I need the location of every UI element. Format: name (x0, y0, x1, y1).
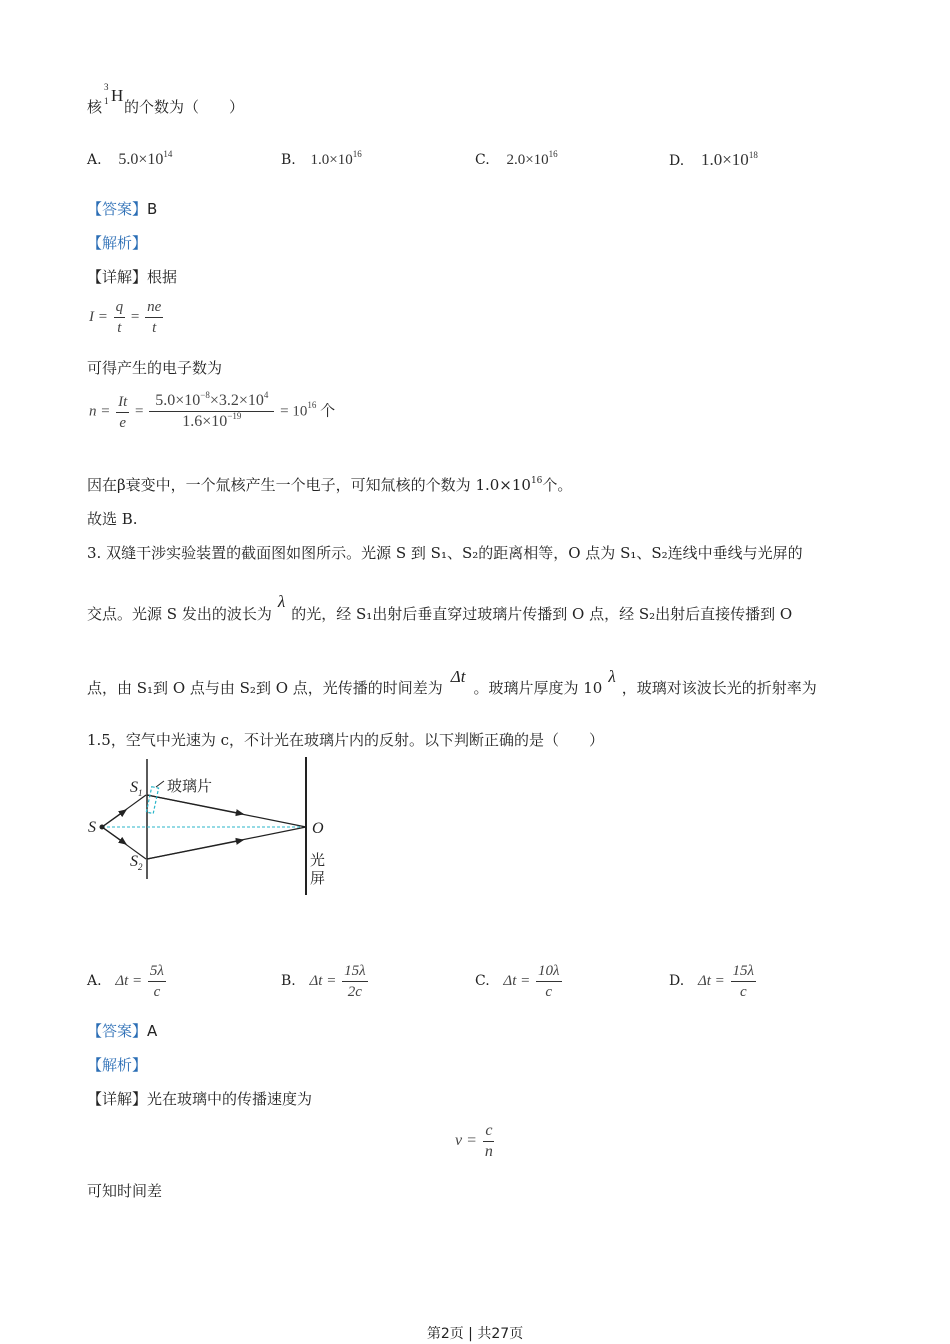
nuclide-symbol: H (111, 86, 124, 105)
label-o: O (312, 820, 324, 837)
delta-t-symbol: Δt (450, 667, 466, 686)
q2-equation-current (89, 298, 165, 337)
q2-option-a (87, 150, 172, 169)
eq-result-exp: 16 (307, 400, 317, 411)
lambda-symbol: λ (608, 667, 616, 686)
fraction-q-over-t: $\frac{q}{t}$ (115, 299, 124, 336)
q3-line1: 3. 双缝干涉实验装置的截面图如图所示。光源 S 到 S₁、S₂的距离相等，O 点为 S₁、S₂连线中垂线与光屏的 (87, 544, 803, 562)
q3-line2: 交点。光源 S 发出的波长为λ的光，经 S₁出射后垂直穿过玻璃片传播到 O 点，经 S₂出射后直接传播到 O (87, 592, 793, 623)
q3-analysis-tag: 【解析】 (87, 1056, 148, 1074)
q3-option-a: A. Δt = $\frac{5\lambda}{c}$ (87, 963, 164, 1000)
option-value: $1.0\times 10^{16}$ (310, 149, 362, 168)
eq-unit: 个 (320, 401, 336, 420)
q3-line4: 1.5，空气中光速为 c，不计光在玻璃片内的反射。以下判断正确的是（ ） (87, 731, 605, 749)
q3-option-c: C. Δt = $\frac{10\lambda}{c}$ (475, 963, 560, 1000)
fraction-numeric: $\frac{5.0\times 10^{-8}\times 3.2\times 10^4}{1.6\times 10^{-19}}$ (149, 392, 274, 432)
answer-tag: 【答案】 (87, 1022, 148, 1040)
option-label: D. (669, 153, 685, 169)
detail-tag: 【详解】 (87, 1090, 148, 1108)
q3-option-d: D. Δt = $\frac{15\lambda}{c}$ (669, 963, 755, 1000)
source-point (100, 825, 105, 830)
q2-line2: 可得产生的电子数为 (87, 359, 223, 377)
q3-equation-velocity: v = $\frac{c}{n}$ (455, 1122, 493, 1160)
glass-plate (146, 787, 158, 814)
eq-lhs: I = (89, 308, 108, 325)
detail-tag: 【详解】 (87, 268, 148, 286)
fraction-it-over-e: $\frac{It}{e}$ (118, 393, 128, 431)
q3-detail (87, 1088, 312, 1109)
eq-sign: = (135, 403, 144, 420)
option-label: C. (475, 152, 490, 168)
eq-sign: = (130, 308, 140, 325)
q2-conclusion: 因在β衰变中，一个氚核产生一个电子，可知氚核的个数为 $1.0\times 10^{16}$个。 (87, 476, 573, 494)
answer-tag: 【答案】 (87, 200, 148, 218)
detail-text: 根据 (147, 268, 178, 286)
lambda-symbol: λ (277, 592, 286, 611)
label-glass: 玻璃片 (167, 777, 213, 795)
q2-equation-count (89, 392, 335, 432)
q2-analysis-tag: 【解析】 (87, 234, 148, 252)
q2-option-c (475, 150, 558, 169)
q3-option-b: B. Δt = $\frac{15\lambda}{2c}$ (281, 963, 366, 1000)
q3-answer (87, 1020, 157, 1041)
label-screen-2: 屏 (310, 869, 326, 887)
stem-prefix: 核 (87, 98, 103, 116)
answer-value: B (147, 200, 158, 218)
detail-text: 光在玻璃中的传播速度为 (147, 1090, 313, 1108)
mass-number: 3 (104, 82, 109, 92)
fraction-ne-over-t: $\frac{ne}{t}$ (147, 299, 162, 336)
q2-answer (87, 198, 157, 219)
label-s2: $S_2$ (130, 853, 143, 872)
answer-value: A (147, 1022, 158, 1040)
option-value: $5.0\times 10^{14}$ (118, 149, 173, 168)
label-s: S (88, 819, 96, 836)
eq-lhs: n = (89, 403, 111, 420)
page-footer: 第2页 | 共27页 (426, 1326, 524, 1342)
q3-last-line: 可知时间差 (87, 1182, 163, 1200)
q2-detail (87, 266, 177, 287)
q3-line3: 点，由 S₁到 O 点与由 S₂到 O 点，光传播的时间差为Δt。玻璃片厚度为 10λ，玻璃对该波长光的折射率为 (87, 667, 817, 697)
q2-option-b (281, 150, 362, 169)
option-label: B. (281, 152, 296, 168)
option-value: $2.0\times 10^{16}$ (506, 149, 558, 168)
q2-stem (87, 82, 245, 117)
q2-choose: 故选 B. (87, 510, 138, 528)
label-screen-1: 光 (310, 851, 326, 869)
label-s1: $S_1$ (130, 779, 143, 798)
eq-result: = 10 (280, 403, 308, 420)
nuclide (102, 82, 124, 112)
option-label: A. (87, 152, 102, 168)
q2-option-d (669, 150, 758, 170)
atomic-number: 1 (104, 96, 109, 106)
option-value: $1.0\times 10^{18}$ (700, 150, 758, 169)
stem-suffix: 的个数为（ ） (124, 98, 245, 116)
